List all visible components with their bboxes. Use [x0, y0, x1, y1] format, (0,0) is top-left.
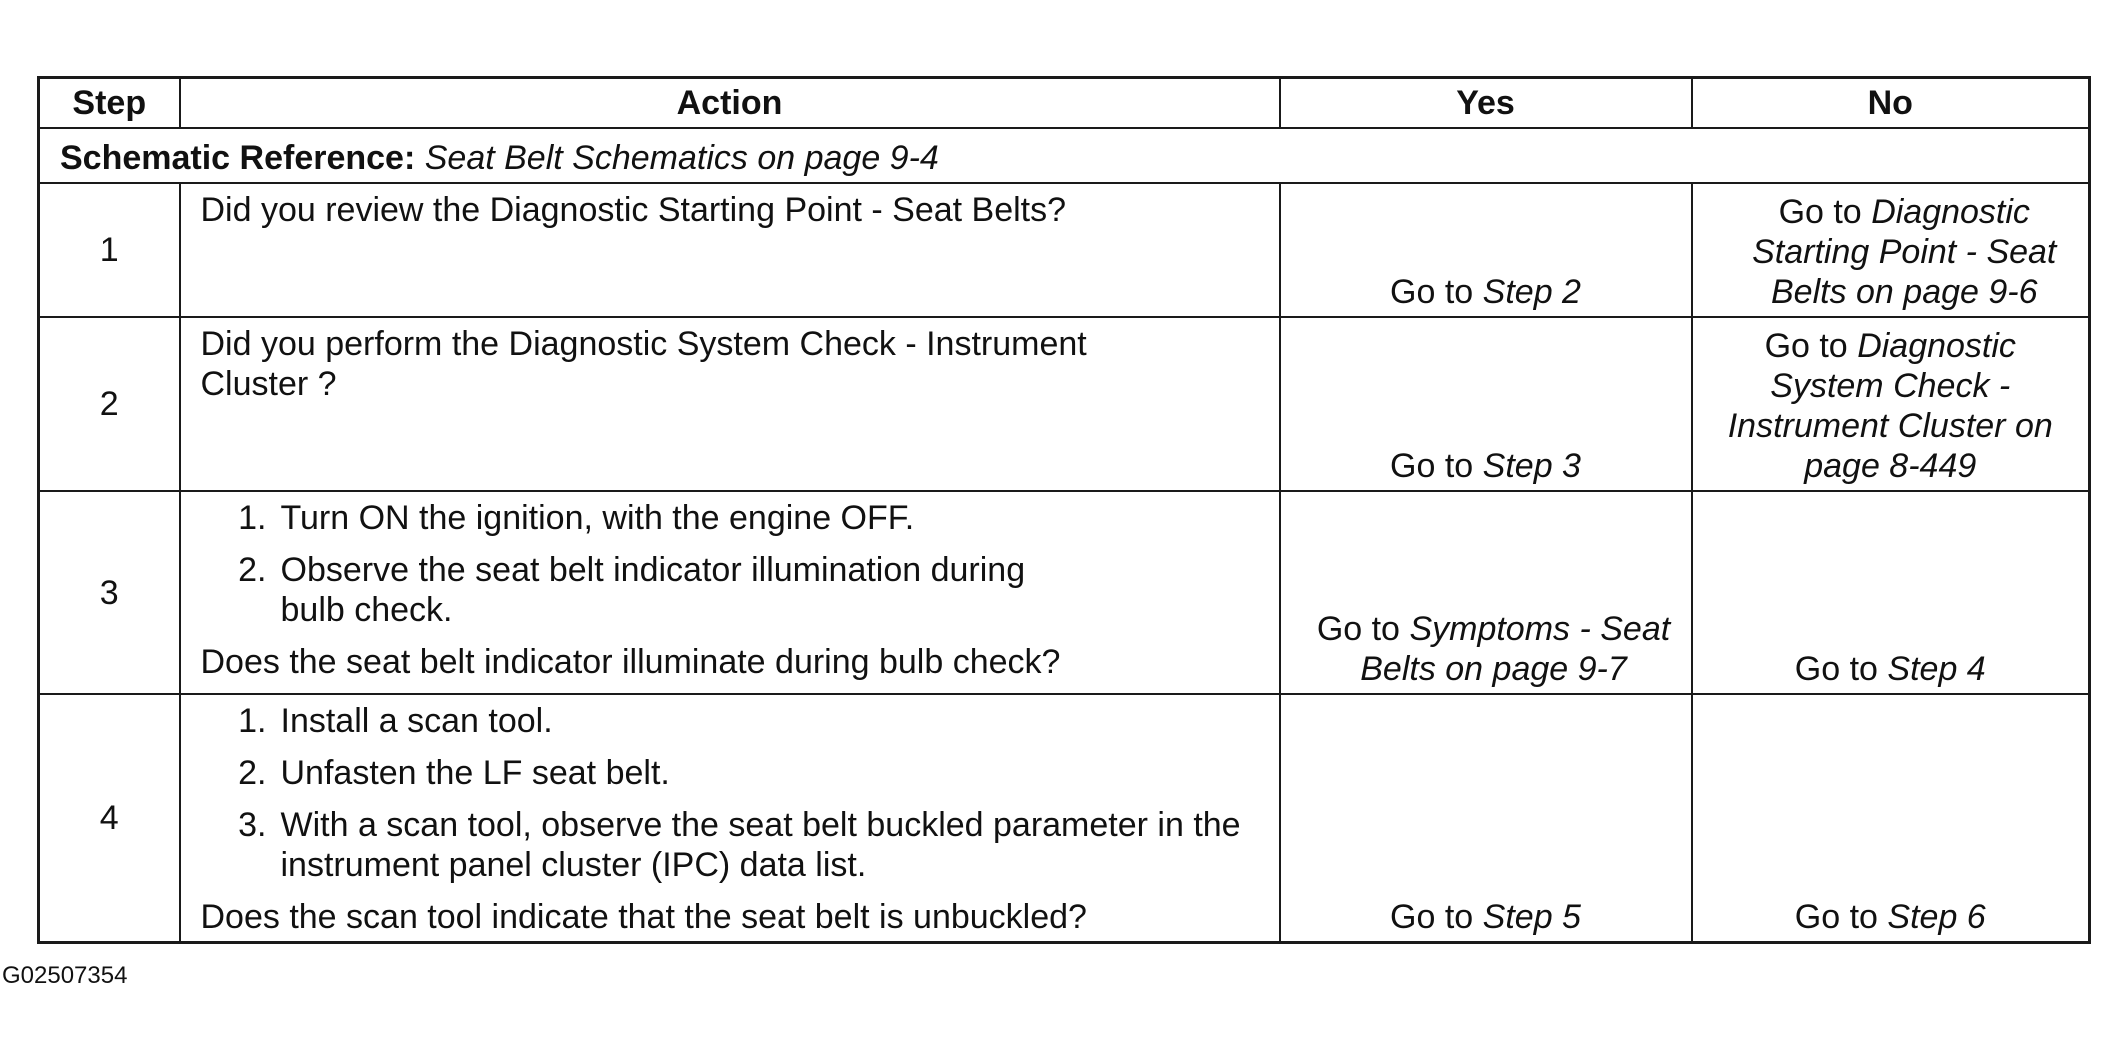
yes-link[interactable]: Step 5	[1482, 898, 1581, 936]
list-item-number: 2.	[238, 551, 267, 589]
action-list	[201, 701, 1269, 885]
yes-prefix: Go to	[1390, 273, 1474, 311]
action-cell	[180, 491, 1280, 694]
no-prefix: Go to	[1794, 650, 1878, 688]
diagnostic-table	[37, 76, 2091, 944]
list-item-number: 1.	[238, 702, 267, 740]
yes-result	[1280, 491, 1692, 694]
table-row	[39, 491, 2090, 694]
schematic-reference-label: Schematic Reference:	[60, 138, 416, 177]
yes-result	[1280, 317, 1692, 491]
action-text: Did you review the Diagnostic Starting Point - Seat Belts?	[180, 183, 1280, 317]
no-prefix: Go to	[1778, 193, 1862, 231]
list-item	[201, 805, 1269, 885]
no-result	[1692, 491, 2090, 694]
schematic-reference-link[interactable]: Seat Belt Schematics on page 9-4	[424, 138, 939, 177]
action-question: Does the scan tool indicate that the seat belt is unbuckled?	[200, 898, 1087, 936]
step-number: 3	[39, 491, 180, 694]
header-action: Action	[180, 78, 1280, 129]
yes-link[interactable]: Step 2	[1482, 273, 1581, 311]
yes-link[interactable]: Step 3	[1482, 447, 1581, 485]
action-cell	[180, 694, 1280, 943]
schematic-reference-row	[39, 128, 2090, 183]
no-link[interactable]: Diagnostic System Check - Instrument Cluster on page 8-449	[1727, 327, 2053, 485]
list-item-text: Unfasten the LF seat belt.	[280, 754, 670, 792]
list-item	[201, 550, 1041, 630]
table-row	[39, 317, 2090, 491]
list-item	[201, 701, 1269, 741]
list-item	[201, 753, 1269, 793]
no-prefix: Go to	[1794, 898, 1878, 936]
action-text	[180, 317, 1280, 491]
list-item-text: Install a scan tool.	[280, 702, 553, 740]
no-link[interactable]: Step 4	[1887, 650, 1986, 688]
no-link[interactable]: Step 6	[1887, 898, 1986, 936]
list-item-text: With a scan tool, observe the seat belt buckled parameter in the instrument panel cluster (IPC) data list.	[280, 806, 1241, 884]
action-list	[201, 498, 1269, 630]
yes-result	[1280, 694, 1692, 943]
list-item-number: 2.	[238, 754, 267, 792]
list-item-text: Turn ON the ignition, with the engine OFF.	[280, 499, 915, 537]
step-number: 1	[39, 183, 180, 317]
document-id: G02507354	[2, 962, 128, 989]
action-question: Does the seat belt indicator illuminate during bulb check?	[200, 643, 1061, 681]
table-row	[39, 694, 2090, 943]
no-result	[1692, 694, 2090, 943]
step-number: 4	[39, 694, 180, 943]
yes-prefix: Go to	[1390, 898, 1474, 936]
yes-prefix: Go to	[1316, 610, 1400, 648]
list-item	[201, 498, 1269, 538]
no-result	[1692, 183, 2090, 317]
list-item-number: 3.	[238, 806, 267, 844]
step-number: 2	[39, 317, 180, 491]
list-item-number: 1.	[238, 499, 267, 537]
action-question: Did you perform the Diagnostic System Check - Instrument Cluster ?	[200, 325, 1087, 403]
header-no: No	[1692, 78, 2090, 129]
header-row	[39, 78, 2090, 129]
header-yes: Yes	[1280, 78, 1692, 129]
table-row	[39, 183, 2090, 317]
yes-link[interactable]: Symptoms - Seat Belts on page 9-7	[1360, 610, 1671, 688]
list-item-text: Observe the seat belt indicator illumination during bulb check.	[280, 551, 1026, 629]
no-prefix: Go to	[1764, 327, 1848, 365]
schematic-reference	[39, 128, 2090, 183]
header-step: Step	[39, 78, 180, 129]
no-link[interactable]: Diagnostic Starting Point - Seat Belts on page 9-6	[1752, 193, 2057, 311]
no-result	[1692, 317, 2090, 491]
yes-prefix: Go to	[1390, 447, 1474, 485]
yes-result	[1280, 183, 1692, 317]
